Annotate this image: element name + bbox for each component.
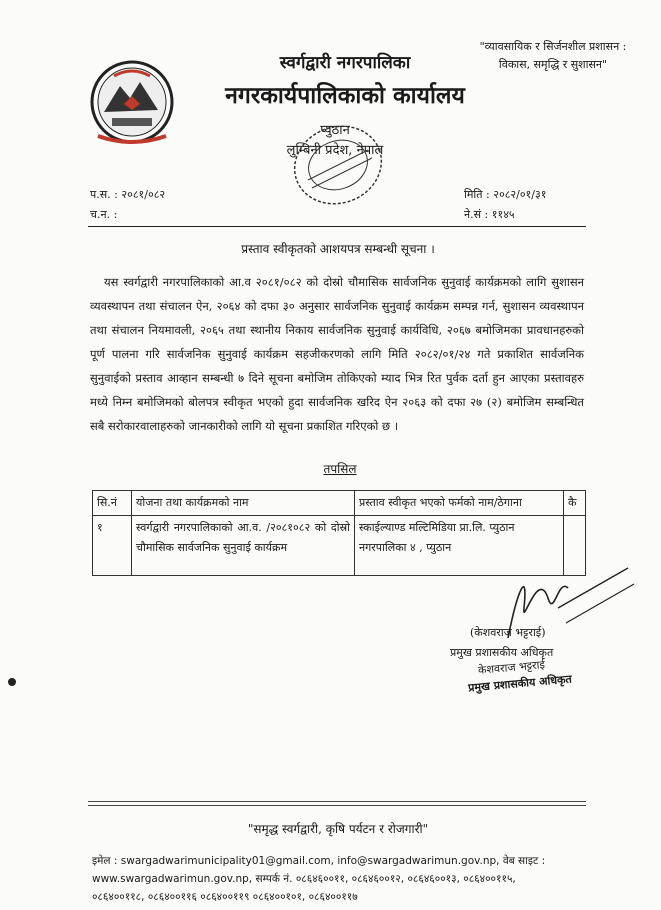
municipality-name: स्वर्गद्वारी नगरपालिका bbox=[279, 53, 411, 73]
address-line-1: प्युठान bbox=[320, 123, 350, 138]
header-remarks: कै bbox=[564, 491, 586, 516]
ink-dot bbox=[8, 678, 16, 686]
phones-line-2: ०८६४००११८, ०८६४००११६ ०८६४००११९ ०८६४००१०१, ०८६४००११७ bbox=[92, 891, 358, 903]
ns-value: ११४५ bbox=[491, 208, 515, 221]
office-stamp bbox=[288, 120, 388, 210]
cell-firm: स्काईल्याण्ड मल्टिमिडिया प्रा.लि. प्युठान नगरपालिका ४ , प्युठान bbox=[355, 516, 564, 576]
notice-subject: प्रस्ताव स्वीकृतको आशयपत्र सम्बन्धी सूचना । bbox=[241, 242, 435, 256]
contact-info bbox=[92, 852, 592, 906]
table-header-row bbox=[93, 491, 586, 516]
signatory-name: (केशवराज भट्टराई) bbox=[470, 626, 546, 639]
email-primary[interactable]: swargadwarimunicipality01@gmail.com, bbox=[120, 855, 334, 867]
signature-mark bbox=[488, 548, 638, 658]
header-firm: प्रस्ताव स्वीकृत भएको फर्मको नाम/ठेगाना bbox=[355, 491, 564, 516]
ps-value: २०८१/०८२ bbox=[121, 188, 166, 201]
nepal-emblem-icon bbox=[84, 56, 180, 148]
office-title: नगरकार्यपालिकाको कार्यालय bbox=[225, 82, 465, 109]
phone-label: सम्पर्क नं. bbox=[255, 873, 293, 885]
ns-label: ने.सं : bbox=[464, 208, 489, 221]
cell-program: स्वर्गद्वारी नगरपालिकाको आ.व. /२०८१०८२ को दोस्रो चौमासिक सार्वजनिक सुनुवाई कार्यक्रम bbox=[132, 516, 355, 576]
phones-line-1: ०८६४६००११, ०८६४६००१२, ०८६४६००१३, ०८६४००११५, bbox=[295, 873, 516, 885]
header-serial: सि.नं bbox=[93, 491, 132, 516]
address-line-2: लुम्बिनी प्रदेश, नेपाल bbox=[286, 143, 384, 158]
date-label: मिति : bbox=[464, 188, 490, 201]
slogan-line-2: विकास, समृद्धि र सुशासन" bbox=[498, 58, 608, 71]
email-label: इमेल : bbox=[92, 855, 118, 867]
date-value: २०८२/०१/३१ bbox=[493, 188, 547, 201]
header-slogan bbox=[468, 38, 638, 74]
signatory-title: प्रमुख प्रशासकीय अधिकृत bbox=[450, 646, 554, 659]
notice-body: यस स्वर्गद्वारी नगरपालिकाको आ.व २०८१/०८२ को दोस्रो चौमासिक सार्वजनिक सुनुवाई कार्यक्रमको लागि सुशासन व्यवस्थापन तथा संचालन ऐन, २०६४ को दफा ३० अनुसार सार्वजनिक सुनुवाई कार्यक्रम सम्पन्न गर्न, सुशासन व्यवस्थापन तथा संचालन नियमावली, २०६५ तथा स्थानीय निकाय सार्वजनिक सुनुवाई कार्यविधि, २०६७ बमोजिमका प्रावधानहरुको पूर्ण पालना गरि सार्वजनिक सुनुवाई कार्यक्रम सहजीकरणको लागि मिति २०८२/०१/२४ गते प्रकाशित सार्वजनिक सुनुवाईको प्रस्ताव आव्हान सम्बन्धी ७ दिने सूचना बमोजिम तोकिएको म्याद भित्र रित पुर्वक दर्ता हुन आएका प्रस्तावहरु मध्ये निम्न बमोजिमको बोलपत्र स्वीकृत भएको हुदा सार्वजनिक खरिद ऐन २०६३ को दफा २७ (२) बमोजिम सम्बन्धित सबै सरोकारवालाहरुको जानकारीको लागि यो सूचना प्रकाशित गरिएको छ । bbox=[90, 275, 584, 433]
footer-divider bbox=[88, 801, 586, 802]
email-secondary[interactable]: info@swargadwarimun.gov.np, bbox=[337, 855, 500, 867]
header-divider bbox=[88, 226, 586, 227]
ps-label: प.स. : bbox=[90, 188, 118, 201]
slogan-line-1: "व्यावसायिक र सिर्जनशील प्रशासन : bbox=[479, 40, 627, 53]
stamp-signatory-name: केशवराज भट्टराई bbox=[477, 658, 546, 677]
date-block bbox=[464, 185, 546, 225]
stamp-signatory-title: प्रमुख प्रशासकीय अधिकृत bbox=[467, 672, 573, 695]
reference-block bbox=[90, 185, 165, 225]
website-link[interactable]: www.swargadwarimun.gov.np, bbox=[92, 873, 253, 885]
website-label: वेब साइट : bbox=[502, 855, 546, 867]
schedule-title: तपसिल bbox=[323, 462, 357, 476]
footer-divider-thin bbox=[88, 805, 586, 806]
cell-serial: १ bbox=[93, 516, 132, 576]
cn-label: च.न. : bbox=[90, 208, 118, 221]
header-program: योजना तथा कार्यक्रमको नाम bbox=[132, 491, 355, 516]
footer-slogan: "समृद्ध स्वर्गद्वारी, कृषि पर्यटन र रोजगारी" bbox=[247, 822, 429, 836]
